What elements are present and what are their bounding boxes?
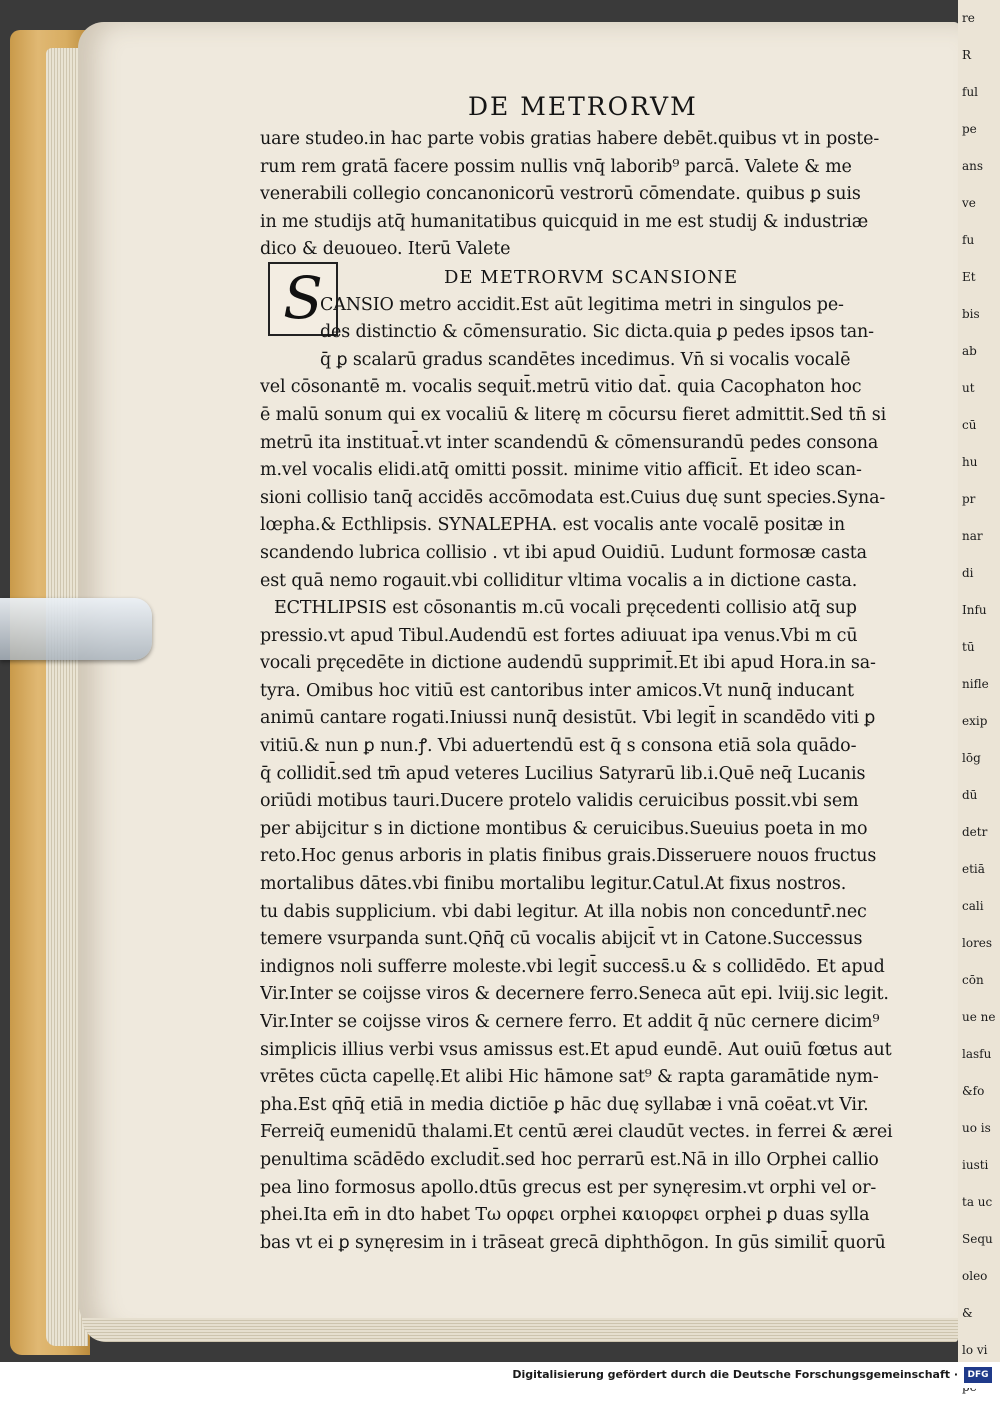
facing-page-text: hu <box>962 455 978 469</box>
running-head: DE METRORVM <box>468 92 698 121</box>
facing-page-text: lores <box>962 936 993 950</box>
section-heading: DE METRORVM SCANSIONE <box>444 266 739 288</box>
facing-page-text: exip <box>962 714 988 728</box>
facing-page-text: ful <box>962 85 979 99</box>
facing-page-text: etiā <box>962 862 985 876</box>
text-line: vitiū.& nun ꝑ nun.ꝭ. Vbi aduertendū est q̄ s consona etiā sola quādo- <box>260 736 857 757</box>
text-line: lœpha.& Ecthlipsis. SYNALEPHA. est vocalis ante vocalē positæ in <box>260 515 845 536</box>
facing-page-text: cū <box>962 418 977 432</box>
text-line: CANSIO metro accidit.Est aūt legitima metri in singulos pe- <box>320 294 844 315</box>
text-line: temere vsurpanda sunt.Qn̄q̄ cū vocalis abijcit̄ vt in Catone.Successus <box>260 929 863 950</box>
text-line: phei.Ita em̄ in dto habet Τω ορφει orphei καιορφει orphei ꝑ duas sylla <box>260 1205 870 1226</box>
text-line: q̄ ꝑ scalarū gradus scandētes incedimus. Vn̄ si vocalis vocalē <box>320 349 851 370</box>
text-line: dico & deuoueo. Iterū Valete <box>260 239 511 260</box>
facing-page-text: Infu <box>962 603 987 617</box>
facing-page-text: fu <box>962 233 975 247</box>
text-line: q̄ collidit̄.sed tm̄ apud veteres Lucilius Satyrarū lib.i.Quē neq̄ Lucanis <box>260 763 866 784</box>
facing-page-text: &fo <box>962 1084 985 1098</box>
funding-credit: Digitalisierung gefördert durch die Deutsche Forschungsgemeinschaft · <box>512 1368 958 1381</box>
text-line: in me studijs atq̄ humanitatibus quicquid in me est studij & industriæ <box>260 211 868 232</box>
text-line: simplicis illius verbi vsus amissus est.Et apud eundē. Aut ouiū fœtus aut <box>260 1039 892 1060</box>
facing-page-text: pr <box>962 492 976 506</box>
facing-page-text: oleo <box>962 1269 988 1283</box>
facing-page-text: cōn <box>962 973 984 987</box>
drop-cap-initial: S <box>268 262 338 336</box>
facing-page-text: Et <box>962 270 976 284</box>
facing-page-text: lasfu <box>962 1047 992 1061</box>
facing-page-text: dū <box>962 788 978 802</box>
text-line: sioni collisio tanq̄ accidēs accōmodata est.Cuius duę sunt species.Syna- <box>260 487 886 508</box>
facing-page-fragment <box>958 0 1000 1362</box>
facing-page-text: tū <box>962 640 975 654</box>
text-line: Vir.Inter se coijsse viros & cernere ferro. Et addit q̄ nūc cernere dicim⁹ <box>260 1012 880 1032</box>
text-line: tyra. Omibus hoc vitiū est cantoribus inter amicos.Vt nunq̄ inducant <box>260 680 854 701</box>
text-line: vrētes cūcta capellę.Et alibi Hic hāmone sat⁹ & rapta garamātide nym- <box>260 1067 879 1088</box>
facing-page-text: ab <box>962 344 977 358</box>
facing-page-text: cali <box>962 899 984 913</box>
facing-page-text: lōg <box>962 751 981 765</box>
text-line: vocali pręcedēte in dictione audendū supprimit̄.Et ibi apud Hora.in sa- <box>260 653 876 674</box>
facing-page-text: ue ne <box>962 1010 996 1024</box>
text-line: pha.Est qn̄q̄ etiā in media dictiōe ꝑ hāc duę syllabæ i vnā coēat.vt Vir. <box>260 1094 869 1115</box>
facing-page-text: Sequ <box>962 1232 993 1246</box>
text-line: scandendo lubrica collisio . vt ibi apud Ouidiū. Ludunt formosæ casta <box>260 542 867 563</box>
body-text <box>260 126 900 1257</box>
facing-page-text: R <box>962 48 972 62</box>
facing-page-text: nar <box>962 529 983 543</box>
text-line: tu dabis supplicium. vbi dabi legitur. At illa nobis non conceduntr̄.nec <box>260 901 867 922</box>
text-line: pea lino formosus apollo.dtūs grecus est per synęresim.vt orphi vel or- <box>260 1177 877 1198</box>
text-line: ECTHLIPSIS est cōsonantis m.cū vocali pręcedenti collisio atq̄ sup <box>274 598 857 619</box>
text-line: rum rem gratā facere possim nullis vnq̄ laborib⁹ parcā. Valete & me <box>260 156 852 177</box>
text-line: venerabili collegio concanonicorū vestrorū cōmendate. quibus ꝑ suis <box>260 184 861 205</box>
text-line: m.vel vocalis elidi.atq̄ omitti possit. minime vitio afficit̄. Et ideo scan- <box>260 460 862 481</box>
page-stack-bottom <box>82 1318 958 1342</box>
text-line: per abijcitur s in dictione montibus & ceruicibus.Sueuius poeta in mo <box>260 818 868 839</box>
text-line: pressio.vt apud Tibul.Audendū est fortes adiuuat ipa venus.Vbi m cū <box>260 625 858 646</box>
text-line: Vir.Inter se coijsse viros & decernere ferro.Seneca aūt epi. lviij.sic legit. <box>260 984 889 1005</box>
text-line: vel cōsonantē m. vocalis sequit̄.metrū vitio dat̄. quia Cacophaton hoc <box>260 377 862 398</box>
text-line: des distinctio & cōmensuratio. Sic dicta.quia ꝑ pedes ipsos tan- <box>320 322 874 343</box>
facing-page-text: iusti <box>962 1158 989 1172</box>
text-line: mortalibus dātes.vbi finibu mortalibu legitur.Catul.At fixus nostros. <box>260 874 847 895</box>
facing-page-text: ut <box>962 381 975 395</box>
text-line: Ferreiq̄ eumenidū thalami.Et centū ærei claudūt vectes. in ferrei & ærei <box>260 1122 893 1143</box>
text-line: indignos noli sufferre moleste.vbi legit̄ success̄.u & s collidēdo. Et apud <box>260 956 885 977</box>
facing-page-text: ve <box>962 196 976 210</box>
text-line: penultima scādēdo excludit̄.sed hoc perrarū est.Nā in illo Orphei callio <box>260 1149 879 1170</box>
text-line: bas vt ei ꝑ synęresim in i trāseat grecā diphthōgon. In gūs similit̄ quorū <box>260 1232 886 1253</box>
facing-page-text: pe <box>962 122 977 136</box>
facing-page-text: ans <box>962 159 984 173</box>
facing-page-text: nifle <box>962 677 989 691</box>
text-line: metrū ita instituat̄.vt inter scandendū & cōmensurandū pedes consona <box>260 432 879 453</box>
text-line: est quā nemo rogauit.vbi colliditur vltima vocalis a in dictione casta. <box>260 570 858 591</box>
text-line: ē malū sonum qui ex vocaliū & literę m cōcursu fieret admittit.Sed tn̄ si <box>260 404 887 425</box>
facing-page-text: bis <box>962 307 980 321</box>
facing-page-text: lo vi <box>962 1343 988 1357</box>
dfg-logo: DFG <box>964 1367 992 1383</box>
facing-page-text: ta uc <box>962 1195 993 1209</box>
facing-page-text: di <box>962 566 974 580</box>
text-line: reto.Hoc genus arboris in platis finibus grais.Disseruere nouos fructus <box>260 846 877 867</box>
text-line: oriūdi motibus tauri.Ducere protelo validis ceruicibus possit.vbi sem <box>260 791 859 812</box>
plastic-clip <box>0 598 152 660</box>
facing-page-text: & <box>962 1306 973 1320</box>
text-line: uare studeo.in hac parte vobis gratias habere debēt.quibus vt in poste- <box>260 129 880 149</box>
facing-page-text: re <box>962 11 975 25</box>
text-line: animū cantare rogati.Iniussi nunq̄ desistūt. Vbi legit̄ in scandēdo viti ꝑ <box>260 708 876 729</box>
footer-bar <box>0 1362 1000 1388</box>
facing-page-text: detr <box>962 825 988 839</box>
facing-page-text: uo is <box>962 1121 991 1135</box>
